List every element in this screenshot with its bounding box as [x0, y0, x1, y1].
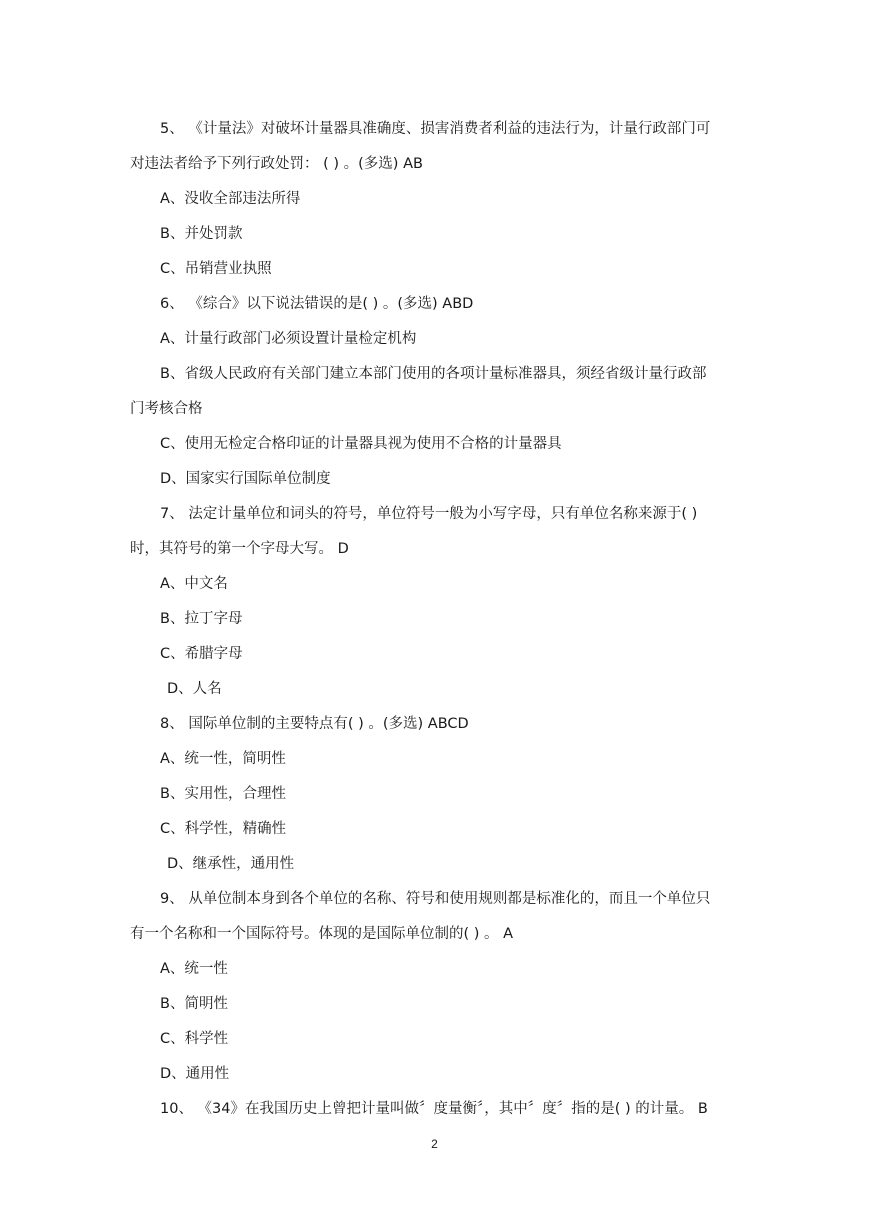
- question-7-option-a: A、中文名: [160, 576, 228, 592]
- question-7-stem-line-1: 7、 法定计量单位和词头的符号，单位符号一般为小写字母，只有单位名称来源于( ): [160, 506, 698, 522]
- question-7-stem-line-2: 时，其符号的第一个字母大写。 D: [130, 541, 349, 557]
- question-6-option-b-line-1: B、省级人民政府有关部门建立本部门使用的各项计量标准器具，须经省级计量行政部: [160, 366, 707, 382]
- question-8-option-a: A、统一性，简明性: [160, 751, 286, 767]
- question-9-option-c: C、科学性: [160, 1031, 229, 1047]
- question-7-option-b: B、拉丁字母: [160, 611, 243, 627]
- question-5-option-a: A、没收全部违法所得: [160, 191, 301, 207]
- question-9-stem-line-1: 9、 从单位制本身到各个单位的名称、符号和使用规则都是标准化的，而且一个单位只: [160, 891, 711, 907]
- question-8-stem: 8、 国际单位制的主要特点有( ) 。(多选) ABCD: [160, 716, 469, 732]
- question-6-stem: 6、 《综合》以下说法错误的是( ) 。(多选) ABD: [160, 296, 474, 312]
- question-8-option-c: C、科学性，精确性: [160, 821, 287, 837]
- question-6-option-b-line-2: 门考核合格: [130, 401, 203, 417]
- question-5-option-b: B、并处罚款: [160, 226, 243, 242]
- question-8-option-b: B、实用性，合理性: [160, 786, 286, 802]
- question-7-option-d: D、人名: [167, 681, 222, 697]
- question-6-option-d: D、国家实行国际单位制度: [160, 471, 331, 487]
- question-8-option-d: D、继承性，通用性: [167, 856, 295, 872]
- question-5-stem-line-2: 对违法者给予下列行政处罚： ( ) 。(多选) AB: [130, 156, 423, 172]
- question-5-stem-line-1: 5、 《计量法》对破坏计量器具准确度、损害消费者利益的违法行为，计量行政部门可: [160, 121, 711, 137]
- question-6-option-a: A、计量行政部门必须设置计量检定机构: [160, 331, 417, 347]
- question-7-option-c: C、希腊字母: [160, 646, 243, 662]
- page-number: 2: [431, 1137, 438, 1151]
- question-5-option-c: C、吊销营业执照: [160, 261, 272, 277]
- question-9-option-a: A、统一性: [160, 961, 228, 977]
- question-9-stem-line-2: 有一个名称和一个国际符号。体现的是国际单位制的( ) 。 A: [130, 926, 514, 942]
- question-9-option-b: B、简明性: [160, 996, 228, 1012]
- question-10-stem: 10、 《34》在我国历史上曾把计量叫做〞度量衡〞，其中〞度〞指的是( ) 的计量。 B: [160, 1101, 708, 1117]
- question-6-option-c: C、使用无检定合格印证的计量器具视为使用不合格的计量器具: [160, 436, 562, 452]
- question-9-option-d: D、通用性: [160, 1066, 230, 1082]
